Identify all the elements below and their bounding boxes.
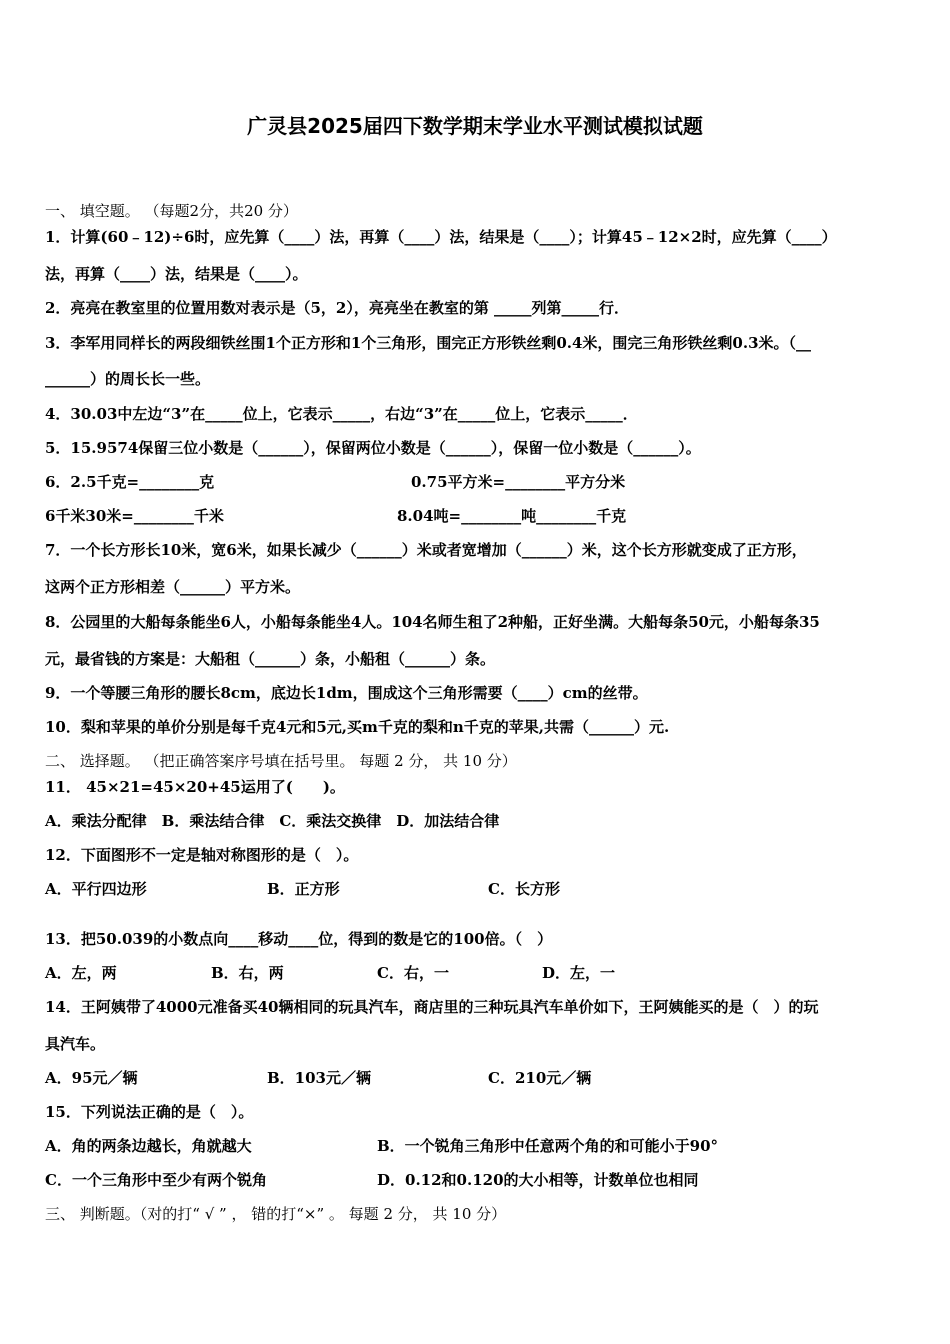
question-14-option-c: C．210元／辆 bbox=[488, 1069, 592, 1087]
question-12-option-c: C．长方形 bbox=[488, 880, 560, 898]
section-heading-choice: 二、 选择题。 （把正确答案序号填在括号里。 每题 2 分， 共 10 分） bbox=[45, 752, 517, 770]
question-13-stem: 13．把50.039的小数点向____移动____位，得到的数是它的100倍。（ ） bbox=[45, 930, 553, 948]
question-6-item-b: 0.75平方米=________平方分米 bbox=[411, 473, 626, 491]
question-1-line-2: 法，再算（____）法，结果是（____）。 bbox=[45, 265, 308, 283]
question-15-option-c: C．一个三角形中至少有两个锐角 bbox=[45, 1171, 267, 1189]
question-4: 4．30.03中左边“3”在_____位上，它表示_____，右边“3”在_____位上，它表示_____． bbox=[45, 405, 638, 423]
section-heading-judgement: 三、 判断题。（对的打“ √ ” ， 错的打“×” 。 每题 2 分， 共 10 分） bbox=[45, 1205, 507, 1223]
question-3-line-1: 3．李军用同样长的两段细铁丝围1个正方形和1个三角形，围完正方形铁丝剩0.4米，围完三角形铁丝剩0.3米。（__ bbox=[45, 334, 812, 352]
question-9: 9．一个等腰三角形的腰长8cm，底边长1dm，围成这个三角形需要（____）cm的丝带。 bbox=[45, 684, 648, 702]
question-13-option-a: A．左，两 bbox=[45, 964, 117, 982]
question-13-option-d: D．左，一 bbox=[542, 964, 616, 982]
question-12-option-a: A．平行四边形 bbox=[45, 880, 147, 898]
question-15-option-a: A．角的两条边越长，角就越大 bbox=[45, 1137, 252, 1155]
section-heading-fill-blank: 一、 填空题。 （每题2分，共20 分） bbox=[45, 202, 298, 220]
question-14-option-a: A．95元／辆 bbox=[45, 1069, 138, 1087]
question-12-stem: 12．下面图形不一定是轴对称图形的是（ ）。 bbox=[45, 846, 359, 864]
question-13-option-c: C．右，一 bbox=[377, 964, 449, 982]
question-7-line-1: 7．一个长方形长10米，宽6米，如果长减少（______）米或者宽增加（______）米，这个长方形就变成了正方形， bbox=[45, 541, 807, 559]
question-13-option-b: B．右，两 bbox=[211, 964, 284, 982]
question-6-item-a: 6．2.5千克=________克 bbox=[45, 473, 215, 491]
question-14-line-2: 具汽车。 bbox=[45, 1035, 106, 1053]
question-15-option-b: B．一个锐角三角形中任意两个角的和可能小于90° bbox=[377, 1137, 719, 1155]
question-2: 2．亮亮在教室里的位置用数对表示是（5，2），亮亮坐在教室的第 _____列第_____行． bbox=[45, 299, 630, 317]
question-5: 5．15.9574保留三位小数是（______），保留两位小数是（______），保留一位小数是（______）。 bbox=[45, 439, 701, 457]
question-15-option-d: D．0.12和0.120的大小相等，计数单位也相同 bbox=[377, 1171, 699, 1189]
question-15-stem: 15．下列说法正确的是（ ）。 bbox=[45, 1103, 254, 1121]
question-7-line-2: 这两个正方形相差（______）平方米。 bbox=[45, 578, 301, 596]
question-11-options: A．乘法分配律 B．乘法结合律 C．乘法交换律 D．加法结合律 bbox=[45, 812, 500, 830]
question-8-line-1: 8．公园里的大船每条能坐6人，小船每条能坐4人。104名师生租了2种船，正好坐满。大船每条50元，小船每条35 bbox=[45, 613, 820, 631]
page-title: 广灵县2025届四下数学期末学业水平测试模拟试题 bbox=[247, 114, 703, 138]
question-12-option-b: B．正方形 bbox=[267, 880, 340, 898]
question-1-line-1: 1．计算(60﹣12)÷6时，应先算（____）法，再算（____）法，结果是（____）；计算45﹣12×2时，应先算（____） bbox=[45, 228, 837, 246]
question-10: 10．梨和苹果的单价分别是每千克4元和5元,买m千克的梨和n千克的苹果,共需（______）元. bbox=[45, 718, 670, 736]
question-8-line-2: 元，最省钱的方案是：大船租（______）条，小船租（______）条。 bbox=[45, 650, 496, 668]
question-14-option-b: B．103元／辆 bbox=[267, 1069, 371, 1087]
question-3-line-2: ______）的周长长一些。 bbox=[45, 370, 211, 388]
question-6-item-c: 6千米30米=________千米 bbox=[45, 507, 224, 525]
question-6-item-d: 8.04吨=________吨________千克 bbox=[397, 507, 627, 525]
question-14-line-1: 14．王阿姨带了4000元准备买40辆相同的玩具汽车，商店里的三种玩具汽车单价如下，王阿姨能买的是（ ）的玩 bbox=[45, 998, 819, 1016]
question-11-stem: 11． 45×21=45×20+45运用了( )。 bbox=[45, 778, 345, 796]
